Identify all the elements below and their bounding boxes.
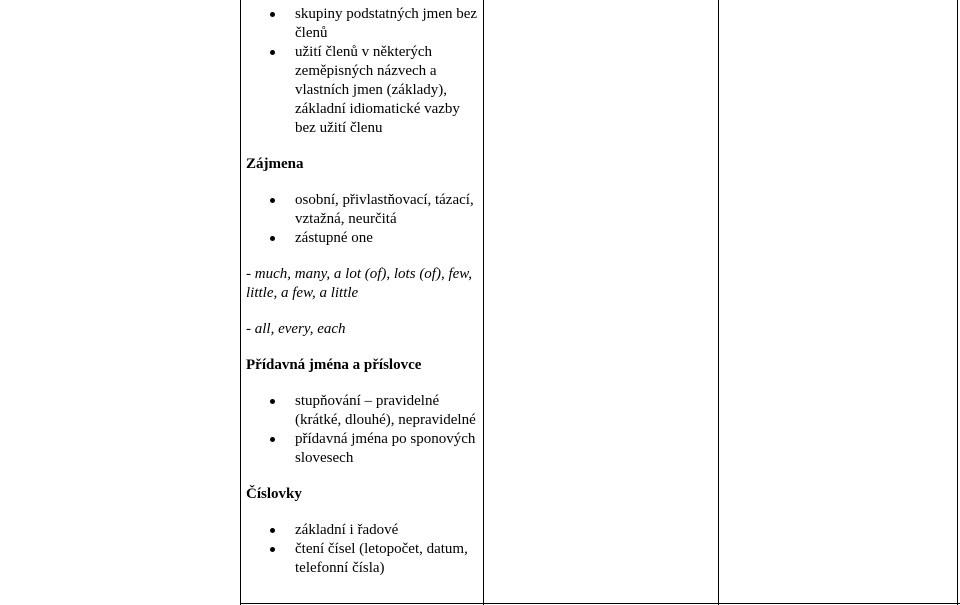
bullet-icon bbox=[270, 50, 275, 55]
bullet-list-adjectives bbox=[246, 392, 482, 468]
row-border-bottom bbox=[240, 603, 960, 604]
list-item-text: skupiny podstatných jmen bez členů bbox=[295, 6, 478, 41]
list-item bbox=[246, 191, 482, 229]
list-item-text: přídavná jména po sponových slovesech bbox=[295, 431, 476, 466]
list-item bbox=[246, 540, 482, 578]
list-item bbox=[246, 229, 482, 248]
column-border-right bbox=[957, 0, 958, 605]
column-border-left bbox=[240, 0, 241, 605]
distributives-text: - all, every, each bbox=[246, 321, 346, 337]
list-item-text: stupňování – pravidelné (krátké, dlouhé), nepravidelné bbox=[295, 393, 476, 428]
quantifiers-text: - much, many, a lot (of), lots (of), few, little, a few, a little bbox=[246, 266, 472, 301]
column-border-right-inner bbox=[718, 0, 719, 605]
section-heading-pridavna: Přídavná jména a příslovce bbox=[246, 357, 422, 373]
list-item bbox=[246, 392, 482, 430]
column-border-middle bbox=[483, 0, 484, 605]
list-item-text: užití členů v některých zeměpisných názvech a vlastních jmen (základy), základní idiomatické vazby bez užití členu bbox=[295, 44, 460, 136]
bullet-icon bbox=[270, 12, 275, 17]
bullet-icon bbox=[270, 236, 275, 241]
bullet-list-numerals bbox=[246, 521, 482, 578]
list-item-text: osobní, přivlastňovací, tázací, vztažná, neurčitá bbox=[295, 192, 474, 227]
bullet-icon bbox=[270, 198, 275, 203]
bullet-icon bbox=[270, 437, 275, 442]
bullet-list-articles bbox=[246, 5, 482, 138]
bullet-list-pronouns bbox=[246, 191, 482, 248]
list-item bbox=[246, 43, 482, 138]
list-item-text: základní i řadové bbox=[295, 522, 399, 538]
list-item-text: zástupné one bbox=[295, 230, 373, 246]
table-cell-content bbox=[246, 0, 482, 578]
list-item bbox=[246, 521, 482, 540]
bullet-icon bbox=[270, 399, 275, 404]
section-heading-cislovky: Číslovky bbox=[246, 486, 302, 502]
section-heading-zajmena: Zájmena bbox=[246, 156, 304, 172]
list-item bbox=[246, 430, 482, 468]
list-item bbox=[246, 5, 482, 43]
bullet-icon bbox=[270, 528, 275, 533]
bullet-icon bbox=[270, 547, 275, 552]
list-item-text: čtení čísel (letopočet, datum, telefonní čísla) bbox=[295, 541, 468, 576]
